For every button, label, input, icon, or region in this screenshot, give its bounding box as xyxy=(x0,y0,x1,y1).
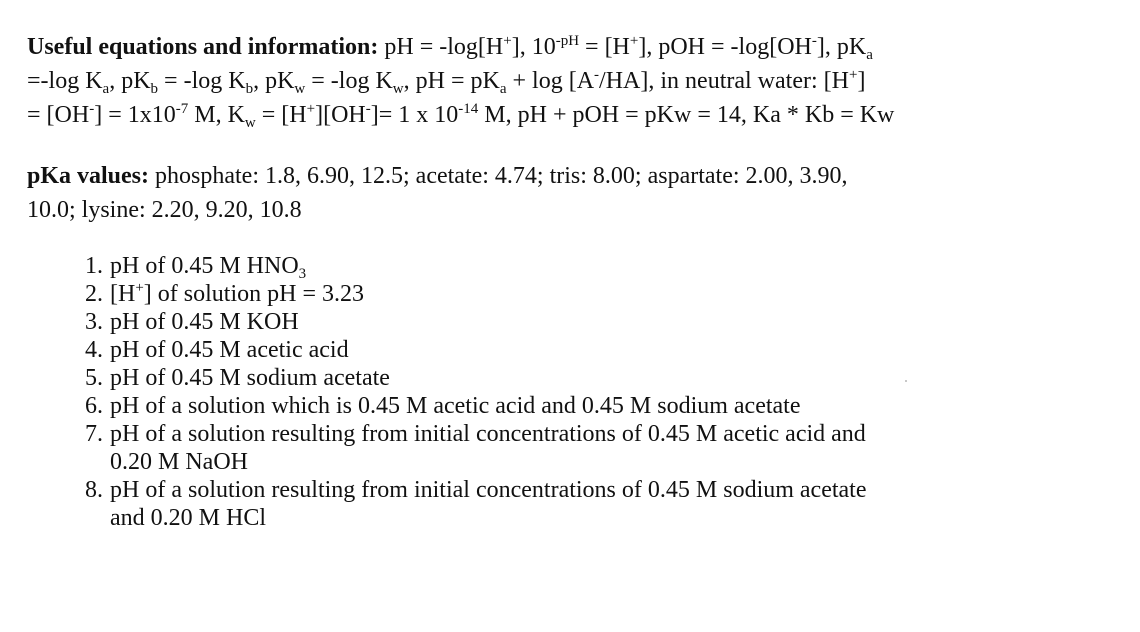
subscript-3: 3 xyxy=(298,266,307,282)
pka-values-line1: phosphate: 1.8, 6.90, 12.5; acetate: 4.74; tris: 8.00; aspartate: 2.00, 3.90, xyxy=(155,163,848,189)
scan-speck xyxy=(905,380,907,382)
question-text: pH of a solution resulting from initial concentrations of 0.45 M sodium acetate xyxy=(110,477,867,503)
question-number: 2. xyxy=(85,281,103,307)
question-number: 3. xyxy=(85,309,103,335)
pkw-relation: pH + pOH = pKw = 14, xyxy=(517,102,747,128)
question-number: 8. xyxy=(85,477,103,503)
question-text-continued: 0.20 M NaOH xyxy=(110,449,248,475)
question-number: 4. xyxy=(85,337,103,363)
question-text: pH of 0.45 M acetic acid xyxy=(110,337,349,363)
question-item xyxy=(27,252,1120,280)
question-text-post: ] of solution pH = 3.23 xyxy=(143,281,364,307)
question-list xyxy=(27,252,1120,532)
ka-kb-relation: Ka * Kb = Kw xyxy=(752,102,895,128)
useful-equations-heading: Useful equations and information: xyxy=(27,34,379,60)
pka-values-paragraph xyxy=(27,159,1120,227)
question-item xyxy=(27,336,1120,364)
question-number: 5. xyxy=(85,365,103,391)
useful-equations-paragraph: Useful equations and information: pH = -log[H+], $10^{-pH} = [H^+]$, pOH = -log[OH-], $pK_a$ =-log $K_a$, $pK_b = -\log$ $K_b$, $pK_w = -\log$ $K_w$, pH = $pK_a + \log [A^-/HA]$, in neutral water: [H+] = $[OH^-] = 1x10^{-7}$ M, $K_w = [H^+][OH^-]= 1$ x $10^{-14}$ M, pH + pOH = pKw = 14, Ka * Kb = Kw xyxy=(27,33,895,131)
question-number: 7. xyxy=(85,421,103,447)
question-item xyxy=(27,308,1120,336)
pka-values-line2: 10.0; lysine: 2.20, 9.20, 10.8 xyxy=(27,197,302,223)
superscript-plus: + xyxy=(135,280,144,296)
question-number: 6. xyxy=(85,393,103,419)
question-text: pH of a solution which is 0.45 M acetic acid and 0.45 M sodium acetate xyxy=(110,393,801,419)
question-item xyxy=(27,392,1120,420)
pka-values-heading: pKa values: xyxy=(27,163,150,189)
question-item xyxy=(27,476,1120,532)
question-item xyxy=(27,364,1120,392)
question-item xyxy=(27,420,1120,476)
neutral-water-label: in neutral water: xyxy=(660,68,818,94)
question-text: pH of a solution resulting from initial concentrations of 0.45 M acetic acid and xyxy=(110,421,866,447)
question-number: 1. xyxy=(85,253,103,279)
question-text-continued: and 0.20 M HCl xyxy=(110,505,266,531)
question-text-pre: [H xyxy=(110,281,136,307)
question-item xyxy=(27,280,1120,308)
question-text: pH of 0.45 M sodium acetate xyxy=(110,365,390,391)
question-text: pH of 0.45 M KOH xyxy=(110,309,299,335)
question-text: pH of 0.45 M HNO xyxy=(110,253,299,279)
